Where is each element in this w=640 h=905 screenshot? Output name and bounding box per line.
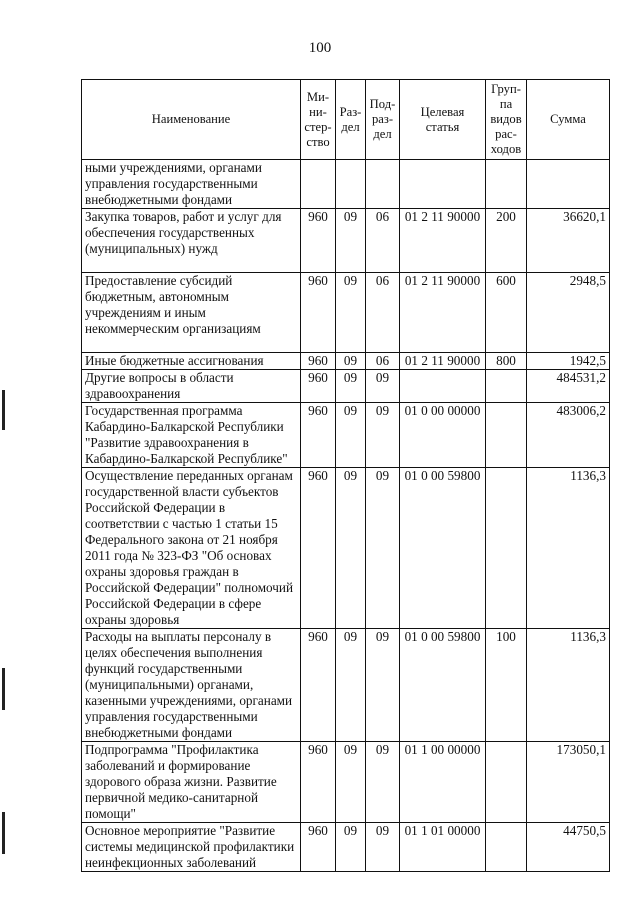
row-section: 09 [336,403,366,468]
row-subsection: 06 [366,209,400,273]
header-section: Раз- дел [336,80,366,160]
table-row [82,370,610,403]
row-subsection: 09 [366,468,400,629]
table-row [82,403,610,468]
row-ministry: 960 [301,273,336,353]
row-ministry: 960 [301,353,336,370]
row-name: Предоставление субсидий бюджетным, автономным учреждениям и иным некоммерческим организациям [82,273,301,353]
row-group: 600 [486,273,527,353]
margin-mark [2,668,5,710]
row-section: 09 [336,468,366,629]
row-subsection: 06 [366,273,400,353]
row-ministry: 960 [301,370,336,403]
row-name: Осуществление переданных органам государственной власти субъектов Российской Федерации в соответствии с частью 1 статьи 15 Федерального закона от 21 ноября 2011 года № 323-ФЗ "Об основах охраны здоровья граждан в Российской Федерации" полномочий Российской Федерации в сфере охраны здоровья [82,468,301,629]
row-name: Государственная программа Кабардино-Балкарской Республики "Развитие здравоохранения в Кабардино-Балкарской Республике" [82,403,301,468]
row-target: 01 1 01 00000 [400,823,486,872]
row-sum: 1942,5 [527,353,610,370]
table-row [82,353,610,370]
row-target: 01 0 00 59800 [400,468,486,629]
row-name: Расходы на выплаты персоналу в целях обеспечения выполнения функций государственными (муниципальными) органами, казенными учреждениями, органами управления государственными внебюджетными фондами [82,629,301,742]
row-name: Иные бюджетные ассигнования [82,353,301,370]
row-group [486,468,527,629]
header-target: Целевая статья [400,80,486,160]
header-sum: Сумма [527,80,610,160]
row-section: 09 [336,823,366,872]
row-sum: 36620,1 [527,209,610,273]
row-target: 01 0 00 00000 [400,403,486,468]
row-target: 01 0 00 59800 [400,629,486,742]
row-target: 01 2 11 90000 [400,353,486,370]
row-group: 800 [486,353,527,370]
row-section: 09 [336,273,366,353]
row-section: 09 [336,629,366,742]
row-group [486,370,527,403]
row-sum: 173050,1 [527,742,610,823]
table-row [82,823,610,872]
row-target [400,160,486,209]
row-group [486,403,527,468]
table-row [82,468,610,629]
row-name: ными учреждениями, органами управления государственными внебюджетными фондами [82,160,301,209]
row-subsection: 09 [366,403,400,468]
row-ministry: 960 [301,209,336,273]
header-ministry: Ми- ни- стер- ство [301,80,336,160]
table-row [82,273,610,353]
row-sum: 484531,2 [527,370,610,403]
row-section: 09 [336,209,366,273]
row-ministry: 960 [301,629,336,742]
row-section [336,160,366,209]
table-row [82,629,610,742]
row-group: 200 [486,209,527,273]
row-target: 01 1 00 00000 [400,742,486,823]
row-ministry: 960 [301,468,336,629]
row-name: Основное мероприятие "Развитие системы медицинской профилактики неинфекционных заболеваний [82,823,301,872]
row-section: 09 [336,742,366,823]
table-row [82,160,610,209]
row-subsection: 09 [366,370,400,403]
row-sum: 2948,5 [527,273,610,353]
row-subsection [366,160,400,209]
row-subsection: 09 [366,629,400,742]
row-name: Другие вопросы в области здравоохранения [82,370,301,403]
row-target: 01 2 11 90000 [400,273,486,353]
row-ministry [301,160,336,209]
header-row [82,80,610,160]
row-sum: 44750,5 [527,823,610,872]
row-group: 100 [486,629,527,742]
row-name: Подпрограмма "Профилактика заболеваний и формирование здорового образа жизни. Развитие первичной медико-санитарной помощи" [82,742,301,823]
margin-mark [2,390,5,430]
table-row [82,209,610,273]
row-ministry: 960 [301,403,336,468]
budget-table [81,79,610,872]
page-number: 100 [308,40,332,56]
row-section: 09 [336,370,366,403]
row-sum: 1136,3 [527,629,610,742]
row-subsection: 09 [366,823,400,872]
row-section: 09 [336,353,366,370]
header-name: Наименование [82,80,301,160]
row-target: 01 2 11 90000 [400,209,486,273]
header-group: Груп- па видов рас- ходов [486,80,527,160]
row-group [486,823,527,872]
margin-mark [2,812,5,854]
row-subsection: 06 [366,353,400,370]
row-sum: 483006,2 [527,403,610,468]
row-sum [527,160,610,209]
row-sum: 1136,3 [527,468,610,629]
row-target [400,370,486,403]
row-subsection: 09 [366,742,400,823]
row-ministry: 960 [301,742,336,823]
row-group [486,160,527,209]
header-subsection: Под- раз- дел [366,80,400,160]
row-ministry: 960 [301,823,336,872]
row-name: Закупка товаров, работ и услуг для обеспечения государственных (муниципальных) нужд [82,209,301,273]
row-group [486,742,527,823]
table-row [82,742,610,823]
